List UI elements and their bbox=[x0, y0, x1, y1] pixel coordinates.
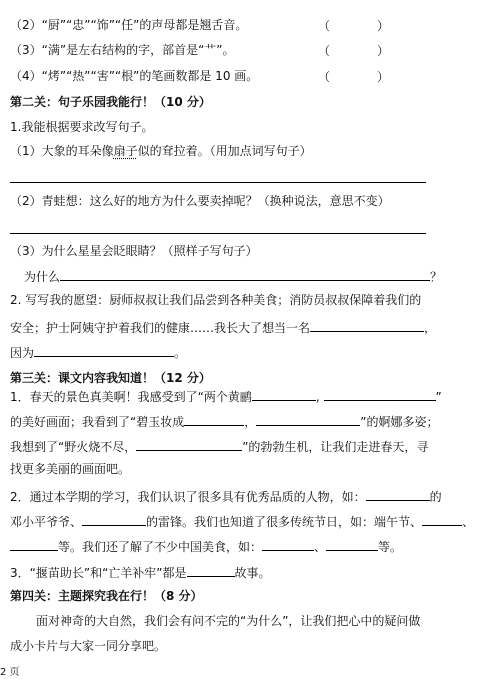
fill-blank[interactable] bbox=[366, 487, 430, 501]
s3-line-8: 3．“揠苗助长”和“亡羊补牢”都是 故事。 bbox=[10, 563, 486, 582]
question-2-line-1: 2. 写写我的愿望：厨师叔叔让我们品尝到各种美食；消防员叔叔保障着我们的 bbox=[10, 293, 422, 307]
section-2-title: 第二关：句子乐园我能行！（10 分） bbox=[10, 95, 211, 109]
answer-paren-open: （ bbox=[318, 19, 331, 33]
question-2-line-2: 安全；护士阿姨守护着我们的健康……我长大了想当一名 ， bbox=[10, 318, 486, 337]
judgment-item-3 bbox=[10, 42, 486, 59]
answer-paren-open: （ bbox=[318, 70, 331, 84]
s4-paragraph-line-1: 面对神奇的大自然，我们会有问不完的“为什么”，让我们把心中的疑问做 bbox=[36, 614, 421, 628]
answer-paren-open: （ bbox=[318, 44, 331, 58]
fill-blank[interactable] bbox=[136, 437, 242, 451]
fill-blank[interactable] bbox=[252, 387, 316, 401]
section-3-title: 第三关：课文内容我知道！（12 分） bbox=[10, 371, 211, 385]
section-4-title: 第四关：主题探究我在行！（8 分） bbox=[10, 589, 203, 603]
fill-blank[interactable] bbox=[82, 512, 146, 526]
answer-paren-close: ） bbox=[377, 70, 390, 84]
s3-line-5: 2．通过本学期的学习，我们认识了很多具有优秀品质的人物，如： 的 bbox=[10, 487, 486, 506]
s3-line-2: 的美好画面；我看到了“碧玉妆成 ， ”的婀娜多姿； bbox=[10, 412, 486, 431]
fill-blank[interactable] bbox=[187, 563, 235, 577]
s3-line-6: 邓小平爷爷、 的雷锋。我们也知道了很多传统节日，如：端午节、 、 bbox=[10, 512, 486, 531]
question-1-3: （3）为什么星星会眨眼睛？（照样子写句子） bbox=[10, 244, 258, 258]
s4-paragraph-line-2: 成小卡片与大家一同分享吧。 bbox=[10, 639, 167, 653]
answer-line[interactable] bbox=[10, 233, 426, 234]
fill-blank[interactable] bbox=[184, 412, 244, 426]
answer-paren-close: ） bbox=[377, 44, 390, 58]
question-1: 1.我能根据要求改写句子。 bbox=[10, 120, 154, 134]
s3-line-7: 等。我们还了解了不少中国美食，如： 、 等。 bbox=[10, 537, 486, 556]
question-1-3-fill: 为什么 ？ bbox=[24, 267, 486, 286]
question-1-2: （2）青蛙想：这么好的地方为什么要卖掉呢？（换种说法，意思不变） bbox=[10, 194, 390, 208]
answer-paren-close: ） bbox=[377, 19, 390, 33]
fill-blank[interactable] bbox=[10, 537, 58, 551]
fill-blank[interactable] bbox=[262, 537, 314, 551]
fill-blank[interactable] bbox=[60, 267, 430, 281]
question-2-line-3: 因为 。 bbox=[10, 343, 486, 362]
fill-blank[interactable] bbox=[326, 537, 378, 551]
fill-blank[interactable] bbox=[324, 387, 436, 401]
page-number: 2 页 bbox=[0, 667, 20, 678]
judgment-item-2 bbox=[10, 17, 486, 34]
fill-blank[interactable] bbox=[310, 318, 424, 332]
item-text: （2）“厨”“忠”“饰”“任”的声母都是翘舌音。 bbox=[10, 18, 248, 32]
fill-blank[interactable] bbox=[34, 343, 174, 357]
judgment-item-4 bbox=[10, 68, 486, 85]
s3-line-1: 1．春天的景色真美啊！我感受到了“两个黄鹂 , ” bbox=[10, 387, 486, 406]
item-text: （4）“烤”“热”“害”“根”的笔画数都是 10 画。 bbox=[10, 69, 259, 83]
fill-blank[interactable] bbox=[256, 412, 360, 426]
s3-line-3: 我想到了“野火烧不尽， ”的勃勃生机，让我们走进春天，寻 bbox=[10, 437, 486, 456]
fill-blank[interactable] bbox=[422, 512, 462, 526]
s3-line-4: 找更多美丽的画面吧。 bbox=[10, 462, 131, 476]
item-text: （3）“满”是左右结构的字，部首是“艹”。 bbox=[10, 43, 235, 57]
answer-line[interactable] bbox=[10, 182, 426, 183]
question-1-1: （1）大象的耳朵像扇子似的耷拉着。（用加点词写句子） bbox=[10, 144, 312, 158]
dotted-word: 扇子 bbox=[113, 144, 138, 158]
